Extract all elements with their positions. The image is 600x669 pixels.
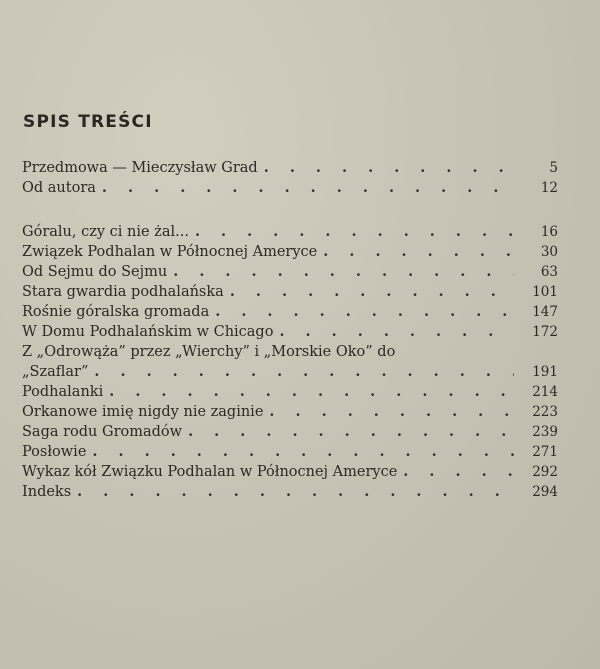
toc-entry-page: 191 xyxy=(532,364,558,380)
toc-entry-title: Indeks xyxy=(22,484,72,500)
toc-entry-page: 101 xyxy=(532,284,558,300)
toc-entry xyxy=(22,402,558,422)
toc-entry xyxy=(22,442,558,462)
dot-leader xyxy=(188,422,514,442)
dot-leader xyxy=(92,442,514,462)
toc-entry-title: W Domu Podhalańskim w Chicago xyxy=(22,324,274,340)
toc-entry-page: 294 xyxy=(532,484,558,500)
toc-entry-page: 147 xyxy=(532,304,558,320)
toc-entry-title: Orkanowe imię nigdy nie zaginie xyxy=(22,404,264,420)
toc-entry-title: Od autora xyxy=(22,180,96,196)
toc-entry-title: Saga rodu Gromadów xyxy=(22,424,183,440)
toc-entry xyxy=(22,262,558,282)
toc-entry-page: 292 xyxy=(532,464,558,480)
toc-entry xyxy=(22,242,558,262)
toc-entry-title: Wykaz kół Związku Podhalan w Północnej Ameryce xyxy=(22,464,398,480)
toc-entry-page: 16 xyxy=(540,224,558,240)
dot-leader xyxy=(195,222,514,242)
toc-entry-title: Rośnie góralska gromada xyxy=(22,304,210,320)
toc-entry-title: Posłowie xyxy=(22,444,87,460)
toc-entry-title: Od Sejmu do Sejmu xyxy=(22,264,168,280)
toc-entry-page: 5 xyxy=(549,160,558,176)
dot-leader xyxy=(269,402,514,422)
dot-leader xyxy=(279,322,514,342)
section-gap xyxy=(22,198,558,222)
dot-leader xyxy=(109,382,514,402)
toc-entry-title: Przedmowa — Mieczysław Grad xyxy=(22,160,258,176)
dot-leader xyxy=(102,178,514,198)
toc-entry-page: 63 xyxy=(540,264,558,280)
toc-entry xyxy=(22,342,558,362)
toc-entry-page: 239 xyxy=(532,424,558,440)
toc-entry-title: Góralu, czy ci nie żal... xyxy=(22,224,189,240)
dot-leader xyxy=(94,362,514,382)
dot-leader xyxy=(173,262,514,282)
dot-leader xyxy=(323,242,514,262)
toc-entry-page: 223 xyxy=(532,404,558,420)
toc-entry xyxy=(22,322,558,342)
toc-entry-page: 12 xyxy=(540,180,558,196)
toc-entry xyxy=(22,462,558,482)
toc-entry xyxy=(22,222,558,242)
toc-entry xyxy=(22,482,558,502)
dot-leader xyxy=(77,482,514,502)
toc-entry-title: Stara gwardia podhalańska xyxy=(22,284,224,300)
toc-entry-title: Z „Odrowąża” przez „Wierchy” i „Morskie Oko” do xyxy=(22,344,396,360)
toc-entry-page: 271 xyxy=(532,444,558,460)
toc-entry xyxy=(22,302,558,322)
dot-leader xyxy=(215,302,514,322)
dot-leader xyxy=(230,282,514,302)
toc-entry-title: Podhalanki xyxy=(22,384,104,400)
toc-entry-title: Związek Podhalan w Północnej Ameryce xyxy=(22,244,318,260)
page-title: SPIS TREŚCI xyxy=(23,112,153,132)
toc-entry-title-cont: „Szaflar” xyxy=(22,364,89,380)
toc-entry xyxy=(22,422,558,442)
table-of-contents xyxy=(22,158,558,502)
toc-entry xyxy=(22,158,558,178)
toc-entry xyxy=(22,282,558,302)
toc-entry-page: 172 xyxy=(532,324,558,340)
toc-entry-page: 30 xyxy=(540,244,558,260)
toc-entry xyxy=(22,382,558,402)
dot-leader xyxy=(264,158,514,178)
toc-entry xyxy=(22,178,558,198)
dot-leader xyxy=(403,462,514,482)
toc-entry-page: 214 xyxy=(532,384,558,400)
toc-entry-continuation xyxy=(22,362,558,382)
